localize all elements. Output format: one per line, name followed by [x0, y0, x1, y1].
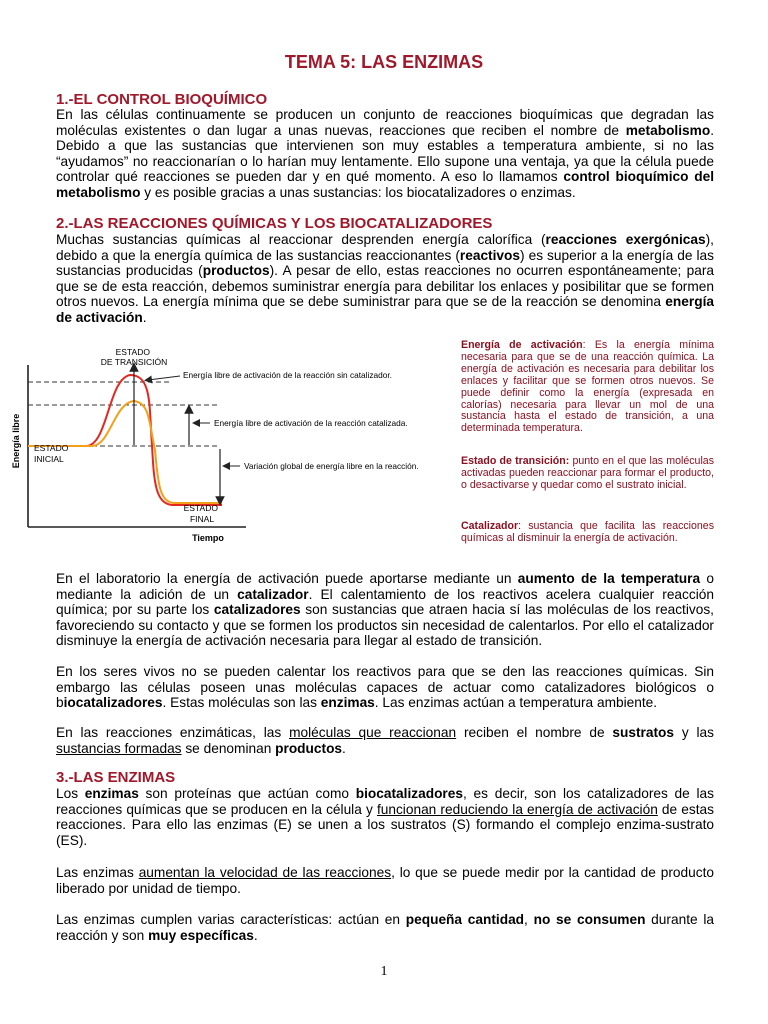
definition-transition-state: Estado de transición: punto en el que las moléculas activadas pueden reaccionar para formar el producto, o desactivarse y quedar como el sustrato inicial. [461, 455, 714, 491]
definition-activation-energy: Energía de activación: Es la energía mínima necesaria para que se de una reacción química. La energía de activación es necesaria para debilitar los enlaces y facilitar que se formen otros nuevos. Se puede definir como la energía (expresada en calorías) necesaria para llevar un mol de una sustancia hasta el estado de transición, a una determinada temperatura. [461, 339, 714, 435]
characteristics-paragraph: Las enzimas cumplen varias características: actúan en pequeña cantidad, no se consumen durante la reacción y son muy específicas. [56, 912, 714, 943]
x-axis-label: Tiempo [192, 533, 224, 543]
annotation-free-energy-change: Variación global de energía libre en la reacción. [244, 461, 419, 471]
section-1-heading: 1.-EL CONTROL BIOQUÍMICO [56, 91, 268, 108]
uncatalyzed-curve [28, 375, 222, 505]
section-2-heading: 2.-LAS REACCIONES QUÍMICAS Y LOS BIOCATALIZADORES [56, 215, 493, 232]
annotation-catalyzed: Energía libre de activación de la reacción catalizada. [214, 418, 408, 428]
section-2-paragraph: Muchas sustancias químicas al reaccionar desprenden energía calorífica (reacciones exergónicas), debido a que la energía química de las sustancias reaccionantes (reactivos) es superior a la energía de las sustancias producidas (productos). A pesar de ello, estas reacciones no ocurren espontáneamente; para que se de esta reacción, debemos suministrar energía para debilitar los enlaces y posibilitar que se formen otros nuevos. La energía mínima que se debe suministrar para que se de la reacción se denomina energía de activación. [56, 232, 715, 325]
initial-state-label: ESTADO INICIAL [34, 443, 69, 464]
annotation-1-pointer [148, 376, 180, 380]
y-axis-label: Energía libre [11, 413, 21, 469]
definition-catalyst: Catalizador: sustancia que facilita las reacciones químicas al disminuir la energía de activación. [461, 520, 714, 544]
transition-state-label: ESTADO DE TRANSICIÓN [100, 347, 168, 367]
section-1-paragraph: En las células continuamente se producen un conjunto de reacciones bioquímicas que degradan las moléculas existentes o dan lugar a unas nuevas, reacciones que reciben el nombre de metabolismo. Debido a que las sustancias que intervienen son muy estables a temperatura ambiente, si no las “ayudamos” no reaccionarían o lo harían muy lentamente. Ello supone una ventaja, ya que la célula puede controlar qué reacciones se pueden dar y en qué momento. A eso lo llamamos control bioquímico del metabolismo y es posible gracias a unas sustancias: los biocatalizadores o enzimas. [56, 107, 714, 200]
substrates-paragraph: En las reacciones enzimáticas, las moléculas que reaccionan reciben el nombre de sustratos y las sustancias formadas se denominan productos. [56, 725, 715, 756]
activation-energy-diagram [4, 345, 456, 555]
page-number: 1 [380, 964, 388, 979]
section-3-heading: 3.-LAS ENZIMAS [56, 769, 176, 786]
final-state-label: ESTADO FINAL [183, 503, 218, 524]
biocatalyst-paragraph: En los seres vivos no se pueden calentar los reactivos para que se den las reacciones químicas. Sin embargo las células poseen unas moléculas capaces de actuar como catalizadores biológicos o biocatalizadores. Estas moléculas son las enzimas. Las enzimas actúan a temperatura ambiente. [56, 664, 714, 710]
catalyst-paragraph: En el laboratorio la energía de activación puede aportarse mediante un aumento de la temperatura o mediante la adición de un catalizador. El calentamiento de los reactivos acelera cualquier reacción química; por su parte los catalizadores son sustancias que atraen hacia sí las moléculas de los reactivos, favoreciendo su contacto y que se formen los productos sin necesidad de calentarlos. Por ello el catalizador disminuye la energía de activación necesaria para llegar al estado de transición. [56, 571, 714, 648]
page-title: TEMA 5: LAS ENZIMAS [284, 52, 484, 72]
reaction-speed-paragraph: Las enzimas aumentan la velocidad de las reacciones, lo que se puede medir por la cantidad de producto liberado por unidad de tiempo. [56, 865, 714, 896]
section-3-paragraph: Los enzimas son proteínas que actúan como biocatalizadores, es decir, son los catalizadores de las reacciones químicas que se producen en la célula y funcionan reduciendo la energía de activación de estas reacciones. Para ello las enzimas (E) se unen a los sustratos (S) formando el complejo enzima-sustrato (ES). [56, 786, 715, 848]
annotation-uncatalyzed: Energía libre de activación de la reacción sin catalizador. [183, 370, 392, 380]
